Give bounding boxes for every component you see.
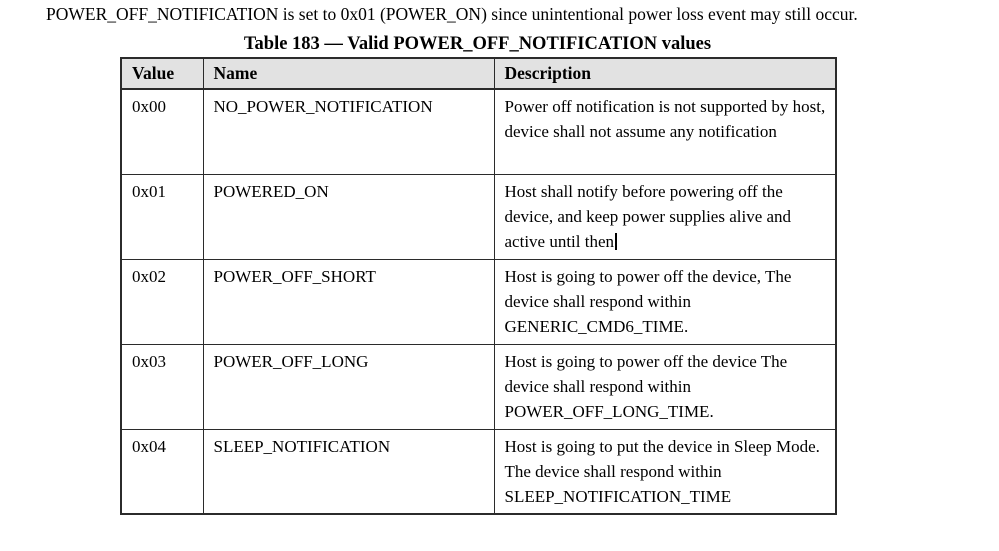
- value-cell: 0x03: [121, 344, 203, 429]
- header-row: [121, 58, 836, 89]
- name-cell: POWER_OFF_LONG: [203, 344, 494, 429]
- name-cell: POWER_OFF_SHORT: [203, 259, 494, 344]
- power-off-notification-table: [120, 57, 837, 515]
- value-cell: 0x02: [121, 259, 203, 344]
- value-cell: 0x01: [121, 174, 203, 259]
- table-row: [121, 89, 836, 174]
- value-cell: 0x00: [121, 89, 203, 174]
- name-cell: POWERED_ON: [203, 174, 494, 259]
- value-cell: 0x04: [121, 429, 203, 514]
- intro-paragraph: POWER_OFF_NOTIFICATION is set to 0x01 (POWER_ON) since unintentional power loss event may still occur.: [46, 4, 858, 24]
- table-header: [121, 58, 836, 89]
- name-cell: NO_POWER_NOTIFICATION: [203, 89, 494, 174]
- name-cell: SLEEP_NOTIFICATION: [203, 429, 494, 514]
- table-row: [121, 429, 836, 514]
- description-cell: [494, 89, 836, 174]
- column-header-name: Name: [203, 58, 494, 89]
- description-cell: [494, 429, 836, 514]
- description-text: Host shall notify before powering off the device, and keep power supplies alive and active until then: [504, 181, 792, 251]
- description-text: Host is going to power off the device The device shall respond within POWER_OFF_LONG_TIME.: [504, 351, 788, 421]
- table-row: [121, 174, 836, 259]
- description-text: Power off notification is not supported by host, device shall not assume any notification: [504, 97, 826, 141]
- text-caret: [615, 233, 617, 250]
- table-row: [121, 344, 836, 429]
- column-header-description: Description: [494, 58, 836, 89]
- column-header-value: Value: [121, 58, 203, 89]
- table-row: [121, 259, 836, 344]
- table-body: [121, 89, 836, 514]
- table-caption: Table 183 — Valid POWER_OFF_NOTIFICATION values: [243, 34, 712, 54]
- description-cell: [494, 344, 836, 429]
- description-text: Host is going to power off the device, The device shall respond within GENERIC_CMD6_TIME.: [504, 266, 792, 336]
- description-cell: [494, 174, 836, 259]
- description-text: Host is going to put the device in Sleep Mode. The device shall respond within SLEEP_NOTIFICATION_TIME: [504, 436, 820, 506]
- description-cell: [494, 259, 836, 344]
